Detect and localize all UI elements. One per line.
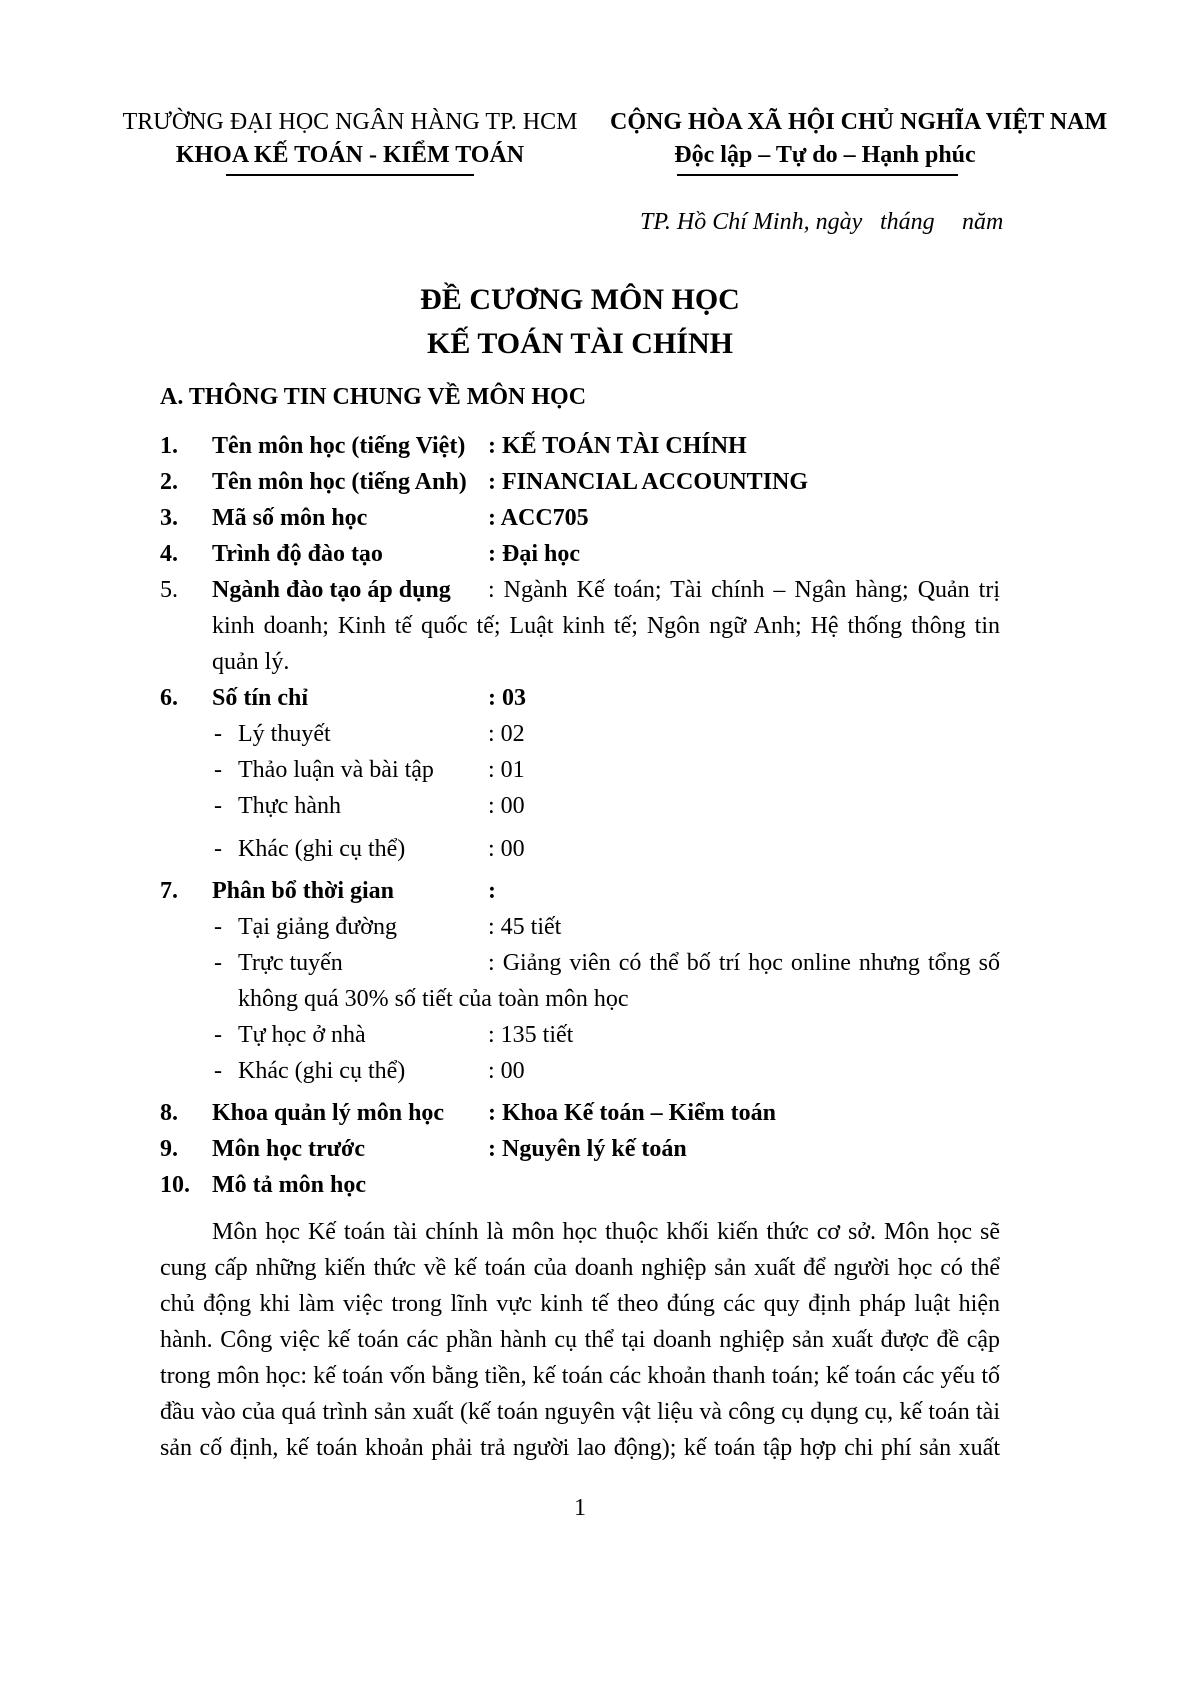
item-value: : FINANCIAL ACCOUNTING — [488, 469, 809, 495]
item-number: 8. — [160, 1100, 178, 1126]
sub-item-value: : 135 tiết — [488, 1022, 574, 1048]
course-title: KẾ TOÁN TÀI CHÍNH — [427, 327, 733, 360]
sub-item-label: Trực tuyến — [238, 950, 343, 976]
date-place: TP. Hồ Chí Minh, ngày — [640, 209, 863, 235]
item-number: 7. — [160, 878, 178, 904]
sub-item-value-continued: không quá 30% số tiết của toàn môn học — [238, 986, 629, 1012]
sub-item-label: Tại giảng đường — [238, 914, 397, 940]
description-line: cung cấp những kiến thức về kế toán của doanh nghiệp sản xuất để người học có thể — [160, 1255, 1000, 1281]
motto: Độc lập – Tự do – Hạnh phúc — [674, 142, 976, 168]
item-label: Tên môn học (tiếng Anh) — [212, 469, 467, 495]
motto-underline — [677, 174, 958, 176]
sub-item-dash: - — [214, 793, 222, 819]
item-value: : Ngành Kế toán; Tài chính – Ngân hàng; Quản trị — [488, 577, 1000, 603]
sub-item-value: : 00 — [488, 1058, 525, 1084]
item-value: : Đại học — [488, 541, 580, 567]
university-name: TRƯỜNG ĐẠI HỌC NGÂN HÀNG TP. HCM — [122, 109, 578, 135]
item-value: : Khoa Kế toán – Kiểm toán — [488, 1100, 776, 1126]
item-number: 4. — [160, 541, 178, 567]
item-label: Trình độ đào tạo — [212, 541, 383, 567]
item-label: Môn học trước — [212, 1136, 365, 1162]
sub-item-value: : 45 tiết — [488, 914, 562, 940]
item-label: Ngành đào tạo áp dụng — [212, 577, 451, 603]
description-line: trong môn học: kế toán vốn bằng tiền, kế toán các khoản thanh toán; kế toán các yếu tố — [160, 1363, 1000, 1389]
sub-item-value: : 00 — [488, 836, 525, 862]
sub-item-dash: - — [214, 721, 222, 747]
sub-item-label: Khác (ghi cụ thể) — [238, 1058, 406, 1084]
item-value-continued: kinh doanh; Kinh tế quốc tế; Luật kinh tế; Ngôn ngữ Anh; Hệ thống thông tin — [212, 613, 1000, 639]
item-number: 2. — [160, 469, 178, 495]
item-label: Tên môn học (tiếng Việt) — [212, 433, 466, 459]
document-title: ĐỀ CƯƠNG MÔN HỌC — [420, 283, 740, 316]
description-line: hành. Công việc kế toán các phần hành cụ thể tại doanh nghiệp sản xuất được đề cập — [160, 1327, 1000, 1353]
sub-item-label: Khác (ghi cụ thể) — [238, 836, 406, 862]
sub-item-value: : 02 — [488, 721, 525, 747]
sub-item-label: Thực hành — [238, 793, 341, 819]
item-number: 5. — [160, 577, 178, 603]
faculty-underline — [226, 174, 474, 176]
sub-item-value: : 00 — [488, 793, 525, 819]
item-number: 10. — [160, 1172, 190, 1198]
sub-item-label: Lý thuyết — [238, 721, 331, 747]
item-number: 6. — [160, 685, 178, 711]
description-line: sản cố định, kế toán khoản phải trả người lao động); kế toán tập hợp chi phí sản xuất — [160, 1435, 1000, 1461]
sub-item-dash: - — [214, 757, 222, 783]
sub-item-dash: - — [214, 914, 222, 940]
description-line: đầu vào của quá trình sản xuất (kế toán nguyên vật liệu và công cụ dụng cụ, kế toán tài — [160, 1399, 1000, 1425]
page-number: 1 — [574, 1495, 586, 1521]
item-value: : ACC705 — [488, 505, 589, 531]
item-number: 1. — [160, 433, 178, 459]
sub-item-dash: - — [214, 836, 222, 862]
sub-item-dash: - — [214, 950, 222, 976]
republic-name: CỘNG HÒA XÃ HỘI CHỦ NGHĨA VIỆT NAM — [610, 109, 1108, 135]
item-value-continued: quản lý. — [212, 649, 290, 675]
item-value: : KẾ TOÁN TÀI CHÍNH — [488, 433, 747, 459]
section-a-heading: A. THÔNG TIN CHUNG VỀ MÔN HỌC — [160, 384, 587, 410]
item-label: Phân bổ thời gian — [212, 878, 395, 904]
item-number: 3. — [160, 505, 178, 531]
sub-item-label: Tự học ở nhà — [238, 1022, 366, 1048]
item-number: 9. — [160, 1136, 178, 1162]
item-value: : Nguyên lý kế toán — [488, 1136, 687, 1162]
faculty-name: KHOA KẾ TOÁN - KIỂM TOÁN — [175, 142, 525, 168]
sub-item-dash: - — [214, 1022, 222, 1048]
item-label: Mã số môn học — [212, 505, 368, 531]
date-year: năm — [962, 209, 1004, 235]
item-label: Mô tả môn học — [212, 1172, 366, 1198]
item-label: Số tín chỉ — [212, 685, 309, 711]
item-label: Khoa quản lý môn học — [212, 1100, 445, 1126]
date-month: tháng — [880, 209, 935, 235]
description-line: Môn học Kế toán tài chính là môn học thuộc khối kiến thức cơ sở. Môn học sẽ — [212, 1219, 1000, 1245]
sub-item-dash: - — [214, 1058, 222, 1084]
description-line: chủ động khi làm việc trong lĩnh vực kinh tế theo đúng các quy định pháp luật hiện — [160, 1291, 1000, 1317]
item-value: : 03 — [488, 685, 526, 711]
sub-item-value: : 01 — [488, 757, 525, 783]
item-value: : — [488, 878, 496, 904]
sub-item-value: : Giảng viên có thể bố trí học online nhưng tổng số — [488, 950, 1000, 976]
sub-item-label: Thảo luận và bài tập — [238, 757, 434, 783]
